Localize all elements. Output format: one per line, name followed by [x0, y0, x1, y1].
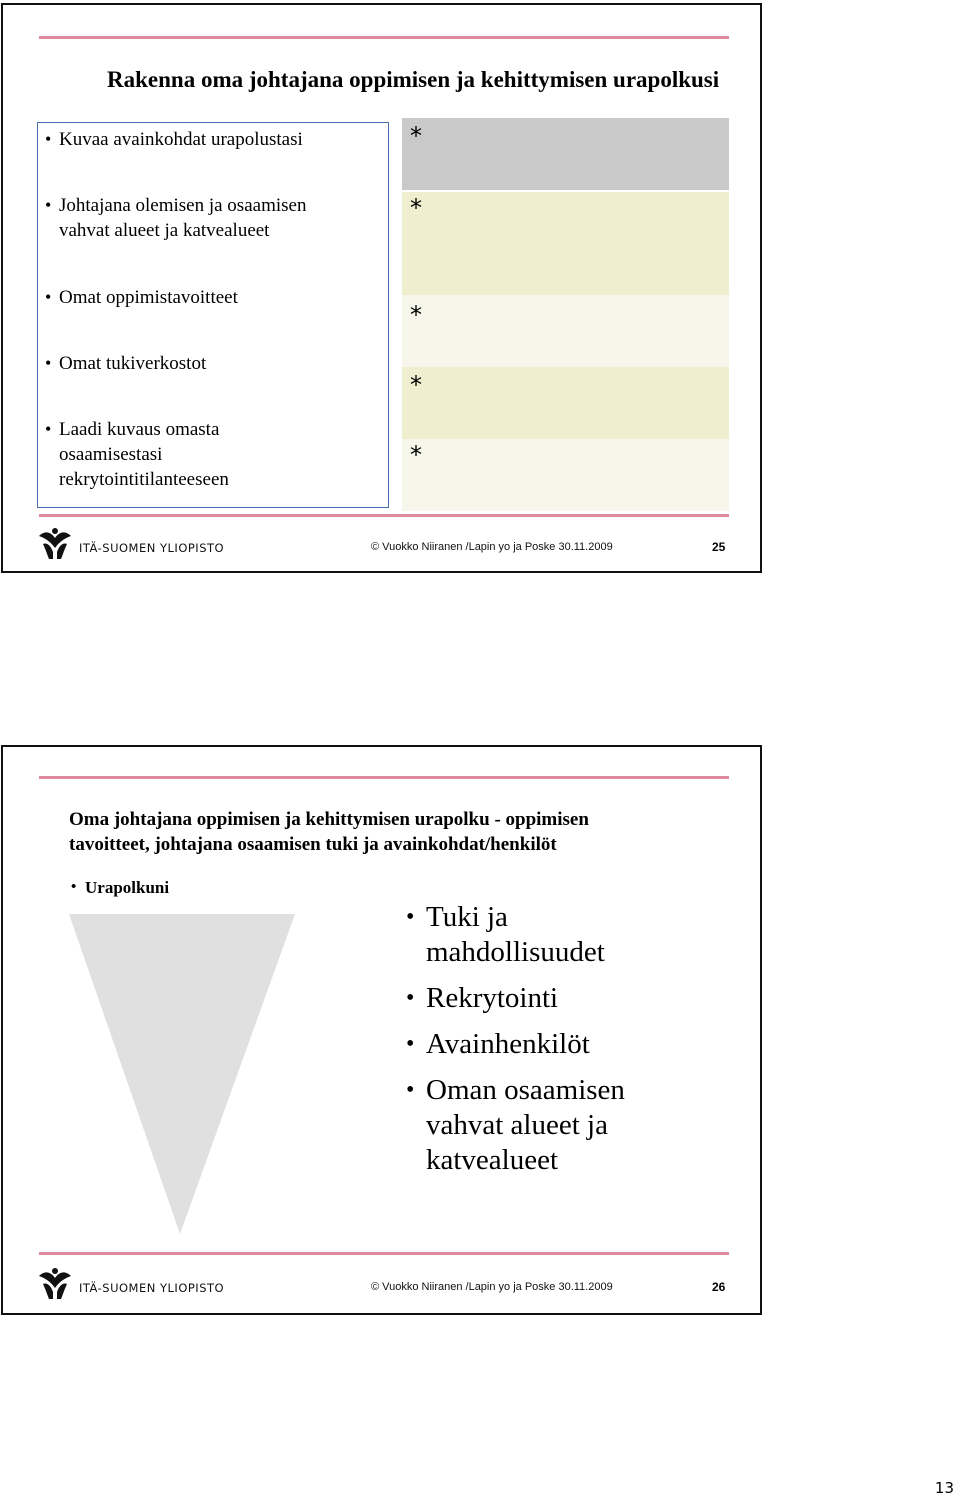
- star-4: *: [410, 371, 422, 399]
- bullet-text: Kuvaa avainkohdat urapolustasi: [59, 129, 303, 150]
- slide-25: [1, 3, 762, 573]
- list-item: [406, 1027, 726, 1062]
- university-logo-icon: [37, 1266, 73, 1300]
- bullet-dot: •: [71, 879, 77, 895]
- bullet-dot: •: [45, 129, 52, 149]
- list-item-line: Rekrytointi: [426, 982, 559, 1014]
- bullet-text: vahvat alueet ja katvealueet: [59, 220, 270, 241]
- bullet-text: Johtajana olemisen ja osaamisen: [59, 195, 307, 216]
- bullet-text: Urapolkuni: [85, 878, 170, 897]
- slide-title: [69, 807, 749, 857]
- star-1: *: [410, 122, 422, 150]
- band-3: [402, 295, 729, 367]
- top-accent-rule: [39, 36, 729, 39]
- slide-title-line: Oma johtajana oppimisen ja kehittymisen urapolku - oppimisen: [69, 809, 589, 830]
- bullet-text: Omat tukiverkostot: [59, 353, 207, 374]
- bullet-dot: •: [45, 353, 52, 373]
- slide-number: 26: [712, 1280, 726, 1294]
- career-path-funnel: [67, 912, 297, 1237]
- list-item-line: Avainhenkilöt: [426, 1028, 590, 1060]
- bullet-text: Omat oppimistavoitteet: [59, 287, 238, 308]
- list-item-line: Tuki ja: [426, 901, 508, 933]
- slide-title: Rakenna oma johtajana oppimisen ja kehittymisen urapolkusi: [107, 67, 720, 92]
- bullet-text: Laadi kuvaus omasta: [59, 419, 220, 440]
- star-5: *: [410, 441, 422, 469]
- list-item-line: mahdollisuudet: [426, 936, 605, 968]
- page-number: 13: [934, 1479, 954, 1497]
- credit-line: © Vuokko Niiranen /Lapin yo ja Poske 30.11.2009: [371, 1281, 613, 1293]
- bullet-dot: •: [406, 904, 415, 930]
- list-item-line: vahvat alueet ja: [426, 1109, 608, 1141]
- university-name: ITÄ-SUOMEN YLIOPISTO: [79, 541, 225, 555]
- bullet-dot: •: [45, 419, 52, 439]
- bullet-dot: •: [406, 1077, 415, 1103]
- bullet-dot: •: [406, 985, 415, 1011]
- star-3: *: [410, 301, 422, 329]
- bullet-text: rekrytointitilanteeseen: [59, 469, 229, 490]
- band-4: [402, 367, 729, 439]
- bullet-text: osaamisestasi: [59, 444, 163, 465]
- bottom-accent-rule: [39, 1252, 729, 1255]
- band-5: [402, 439, 729, 511]
- key-points-list: [406, 900, 726, 1189]
- slide-number: 25: [712, 540, 726, 554]
- university-logo-icon: [37, 526, 73, 560]
- band-1: [402, 118, 729, 190]
- university-name: ITÄ-SUOMEN YLIOPISTO: [79, 1281, 225, 1295]
- list-item: [406, 900, 726, 970]
- top-accent-rule: [39, 776, 729, 779]
- list-item-line: Oman osaamisen: [426, 1074, 625, 1106]
- band-2: [402, 192, 729, 295]
- bullet-dot: •: [45, 287, 52, 307]
- list-item-line: katvealueet: [426, 1144, 559, 1176]
- bullet-dot: •: [406, 1031, 415, 1057]
- list-item: [406, 981, 726, 1016]
- slide-title-line: tavoitteet, johtajana osaamisen tuki ja avainkohdat/henkilöt: [69, 834, 557, 855]
- credit-line: © Vuokko Niiranen /Lapin yo ja Poske 30.11.2009: [371, 541, 613, 553]
- bullet-dot: •: [45, 195, 52, 215]
- list-item: [406, 1073, 726, 1178]
- bottom-accent-rule: [39, 514, 729, 517]
- star-2: *: [410, 194, 422, 222]
